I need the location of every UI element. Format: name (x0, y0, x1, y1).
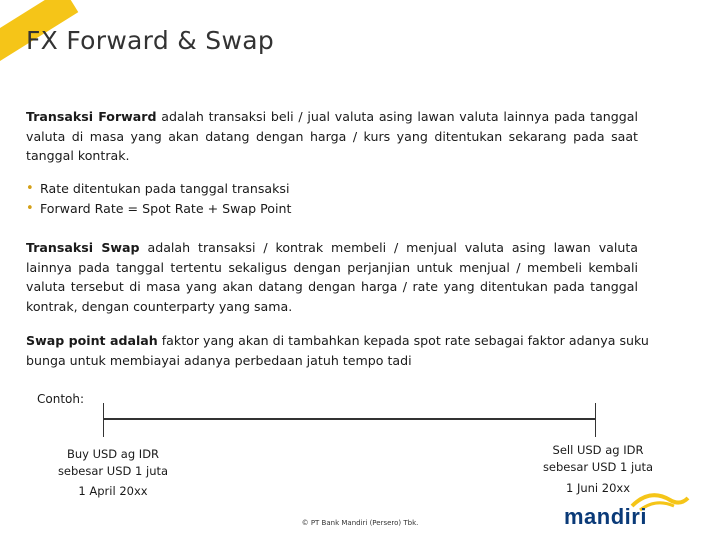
example-label: Contoh: (37, 392, 85, 406)
list-item: • Rate ditentukan pada tanggal transaksi (26, 179, 291, 199)
timeline-end-caption: Sell USD ag IDR sebesar USD 1 juta (542, 443, 654, 474)
logo-text: mandiri (564, 504, 647, 529)
timeline-line (103, 418, 595, 420)
mandiri-logo (560, 490, 690, 530)
swap-term: Transaksi Swap (26, 240, 140, 255)
swap-definition: adalah transaksi / kontrak membeli / menjual valuta asing lawan valuta lainnya pada tanggal tertentu sekaligus dengan perjanjian untuk menjual / membeli kembali valuta tersebut di masa yang akan datang dengan harga / rate yang ditentukan pada tanggal kontrak, dengan counterparty yang sama. (26, 240, 638, 314)
page-title: FX Forward & Swap (26, 26, 274, 55)
forward-paragraph (26, 107, 638, 166)
bullet-list (26, 179, 291, 219)
bullet-icon: • (26, 181, 34, 196)
timeline-end-tick (595, 403, 596, 437)
swap-paragraph (26, 238, 638, 316)
swap-point-definition: faktor yang akan di tambahkan kepada spot rate sebagai faktor adanya suku bunga untuk membiayai adanya perbedaan jatuh tempo tadi (26, 333, 649, 368)
timeline-start-tick (103, 403, 104, 437)
timeline-end-date: 1 Juni 20xx (565, 481, 631, 495)
forward-term: Transaksi Forward (26, 109, 157, 124)
swap-point-paragraph (26, 331, 656, 370)
footer-copyright: © PT Bank Mandiri (Persero) Tbk. (301, 519, 419, 527)
swap-point-term: Swap point adalah (26, 333, 158, 348)
timeline-start-caption: Buy USD ag IDR sebesar USD 1 juta (57, 447, 169, 478)
forward-definition: adalah transaksi beli / jual valuta asing lawan valuta lainnya pada tanggal valuta di masa yang akan datang dengan harga / kurs yang ditentukan sekarang pada saat tanggal kontrak. (26, 109, 638, 163)
bullet-icon: • (26, 201, 34, 216)
list-item: • Forward Rate = Spot Rate + Swap Point (26, 199, 291, 219)
timeline-start-date: 1 April 20xx (78, 484, 148, 498)
